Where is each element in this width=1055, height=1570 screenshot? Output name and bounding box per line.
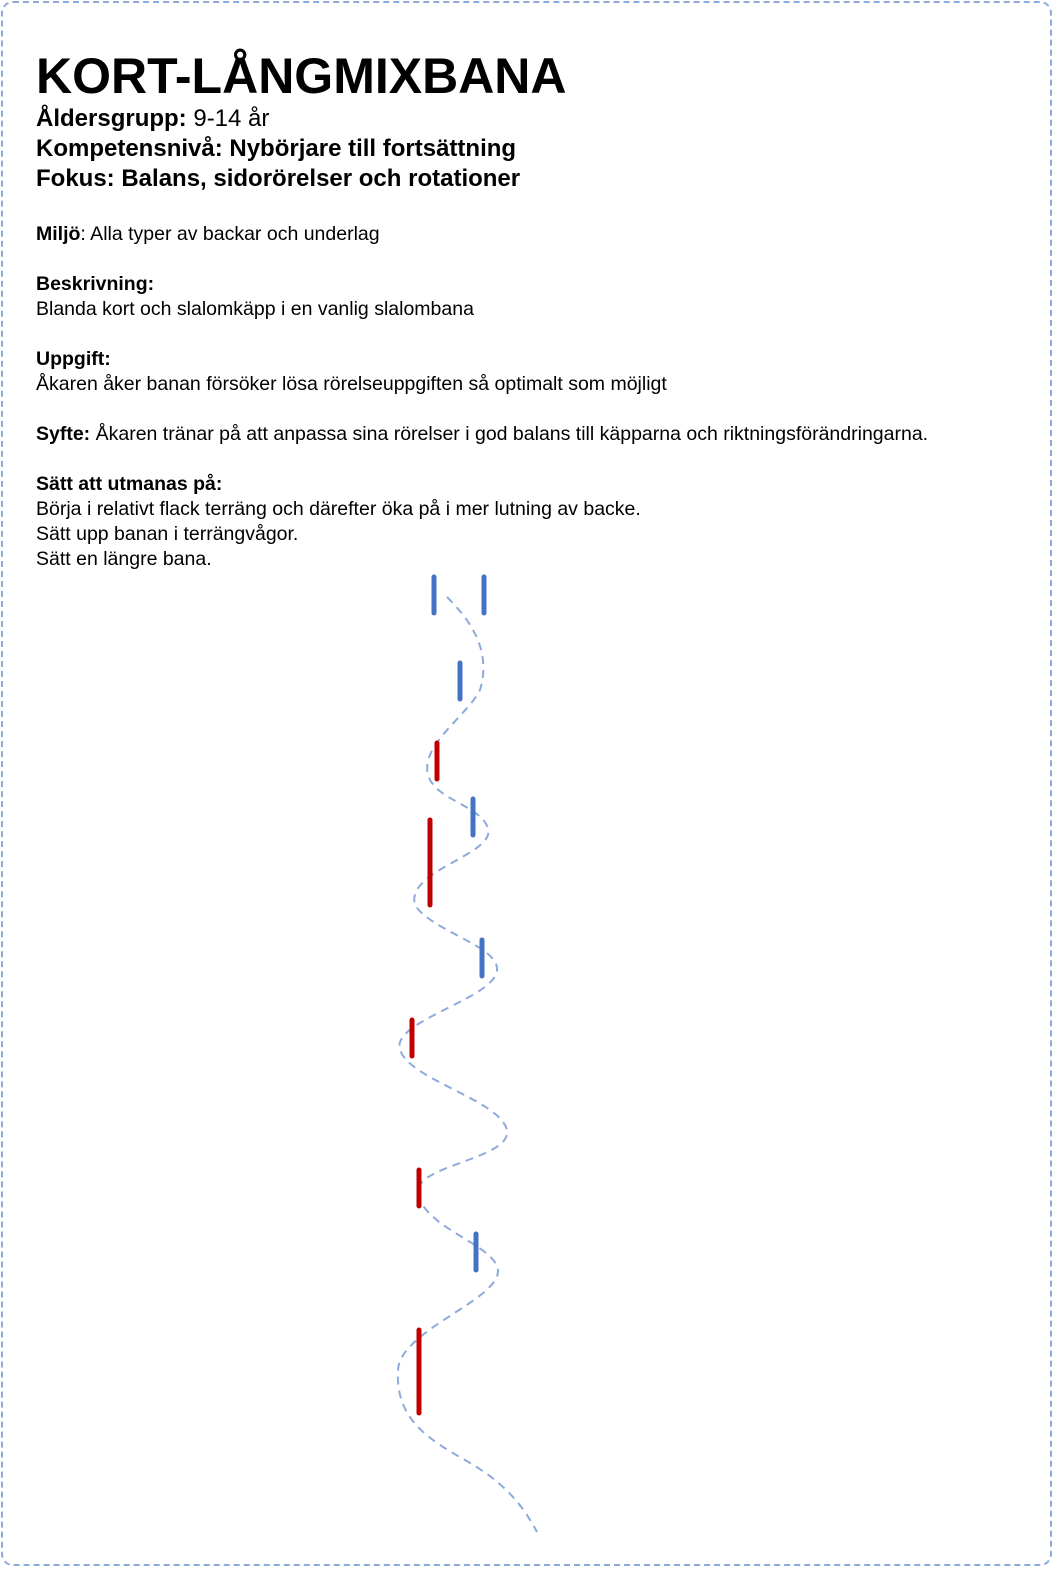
environment-label: Miljö (36, 223, 81, 245)
focus-label: Fokus: (36, 165, 115, 192)
age-group-label: Åldersgrupp: (36, 105, 187, 132)
focus-value: Balans, sidorörelser och rotationer (114, 165, 521, 192)
challenge-line: Sätt en längre bana. (36, 548, 212, 570)
challenge-heading: Sätt att utmanas på: (36, 473, 223, 495)
challenge-line: Börja i relativt flack terräng och därefter öka på i mer lutning av backe. (36, 498, 641, 520)
description-heading: Beskrivning: (36, 273, 155, 295)
competence-label: Kompetensnivå: (36, 135, 223, 162)
age-group-value: 9-14 år (186, 105, 270, 132)
purpose-label: Syfte: (36, 423, 91, 445)
description-text: Blanda kort och slalomkäpp i en vanlig slalombana (36, 298, 474, 320)
challenge-line: Sätt upp banan i terrängvågor. (36, 523, 299, 545)
environment-value: : Alla typer av backar och underlag (80, 223, 380, 245)
page-title: KORT-LÅNGMIXBANA (36, 48, 567, 104)
purpose-text: Åkaren tränar på att anpassa sina rörelser i god balans till käpparna och riktningsförändringarna. (90, 423, 929, 445)
pole-group (412, 577, 484, 1413)
competence-value: Nybörjare till fortsättning (222, 135, 517, 162)
task-text: Åkaren åker banan försöker lösa rörelseuppgiften så optimalt som möjligt (36, 373, 667, 395)
task-heading: Uppgift: (36, 348, 111, 370)
